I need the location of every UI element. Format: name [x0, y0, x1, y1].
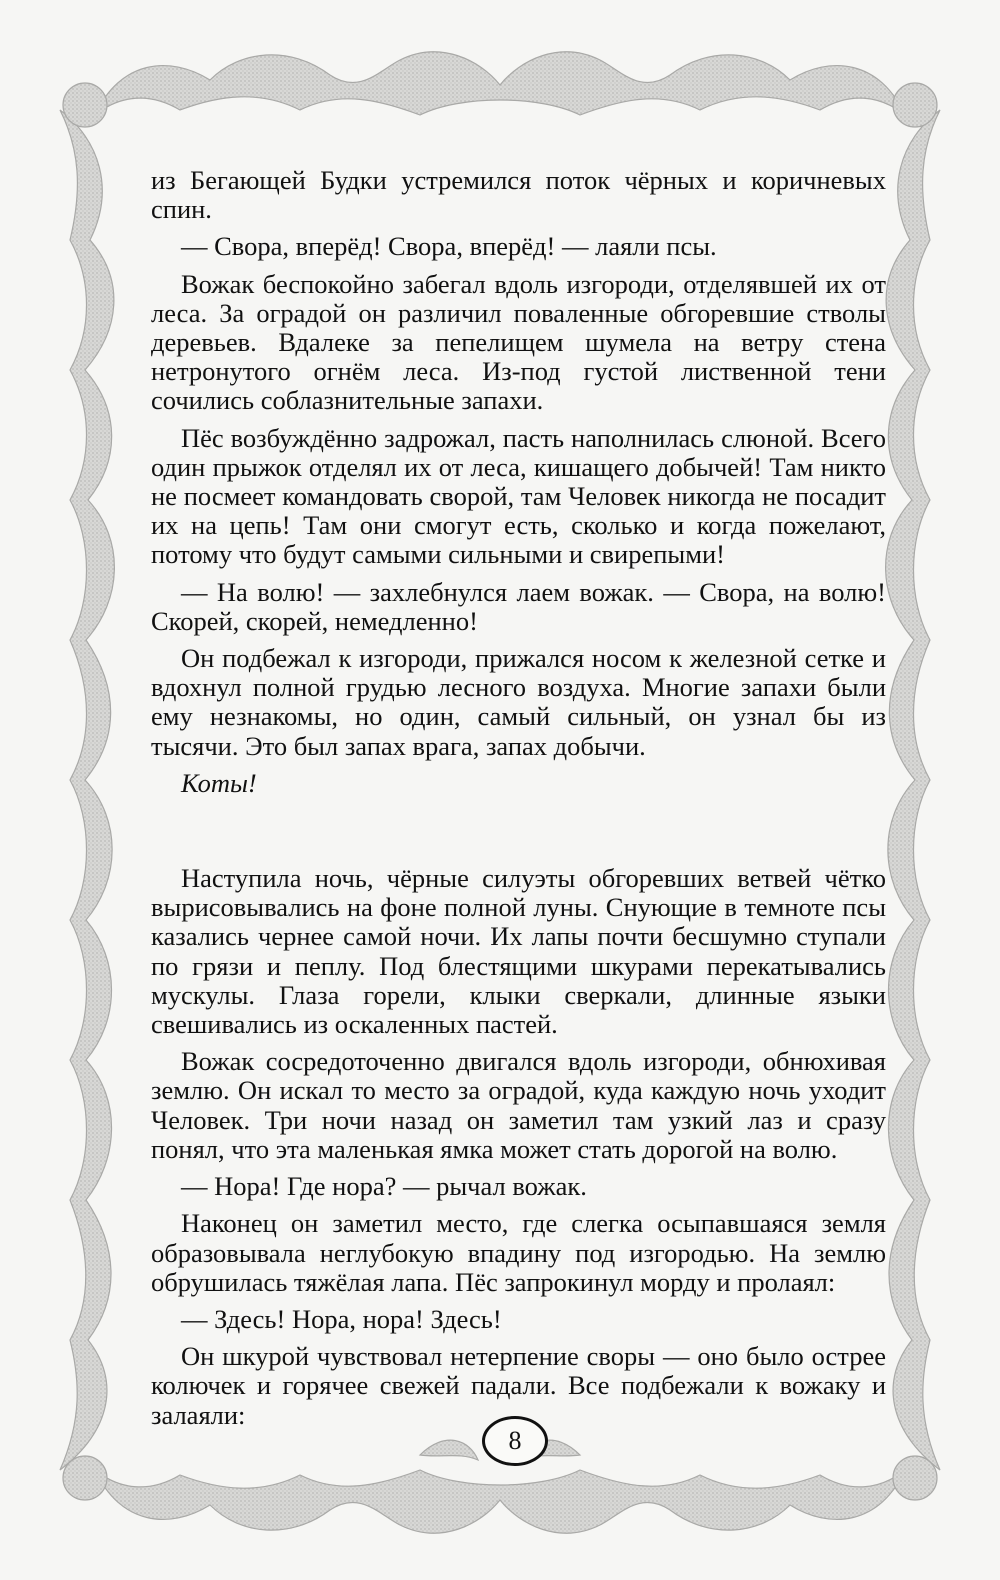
paragraph: — Свора, вперёд! Свора, вперёд! — лаяли псы. — [181, 231, 717, 262]
italic-exclamation: Коты! — [181, 767, 257, 798]
paragraph: Наконец он заметил место, где слегка осыпавшаяся земля образовывала неглубокую впадину под изгородью. На землю обрушилась тяжёлая лапа. Пёс запрокинул морду и пролаял: — [151, 1208, 886, 1297]
paragraph: Вожак сосредоточенно двигался вдоль изгороди, обнюхивая землю. Он искал то место за оградой, куда каждую ночь уходит Человек. Три ночи назад он заметил там узкий лаз и сразу понял, что эта маленькая ямка может стать дорогой на волю. — [151, 1046, 886, 1164]
page-number: 8 — [482, 1416, 548, 1466]
paragraph: Он подбежал к изгороди, прижался носом к железной сетке и вдохнул полной грудью лесного воздуха. Многие запахи были ему незнакомы, но один, самый сильный, он узнал бы из тысячи. Это был запах врага, запах добычи. — [151, 643, 886, 761]
paragraph: Пёс возбуждённо задрожал, пасть наполнилась слюной. Всего один прыжок отделял их от леса, кишащего добычей! Там никто не посмеет командовать сворой, там Человек никогда не посадит их на цепь! Там они смогут есть, сколько и когда пожелают, потому что будут самыми сильными и свирепыми! — [151, 422, 886, 570]
paragraph: — На волю! — захлебнулся лаем вожак. — Свора, на волю! Скорей, скорей, немедленно! — [151, 576, 886, 636]
paragraph: Он шкурой чувствовал нетерпение своры — оно было острее колючек и горячее свежей падали. Все подбежали к вожаку и залаяли: — [151, 1341, 886, 1430]
paragraph: Вожак беспокойно забегал вдоль изгороди, отделявшей их от леса. За оградой он различил поваленные обгоревшие стволы деревьев. Вдалеке за пепелищем шумела на ветру стена нетронутого огнём леса. Из-под густой лиственной тени сочились соблазнительные запахи. — [151, 268, 886, 416]
paragraph: — Здесь! Нора, нора! Здесь! — [181, 1303, 502, 1334]
paragraph: — Нора! Где нора? — рычал вожак. — [181, 1171, 587, 1202]
body-text — [151, 166, 886, 1438]
paragraph-italic — [151, 769, 886, 798]
section-break — [151, 806, 886, 864]
paragraph: из Бегающей Будки устремился поток чёрных и коричневых спин. — [151, 165, 886, 225]
paragraph: Наступила ночь, чёрные силуэты обгоревших ветвей чётко вырисовывались на фоне полной луны. Снующие в темноте псы казались чернее самой ночи. Их лапы почти бесшумно ступали по грязи и пеплу. Под блестящими шкурами перекатывались мускулы. Глаза горели, клыки сверкали, длинные языки свешивались из оскаленных пастей. — [151, 863, 886, 1040]
